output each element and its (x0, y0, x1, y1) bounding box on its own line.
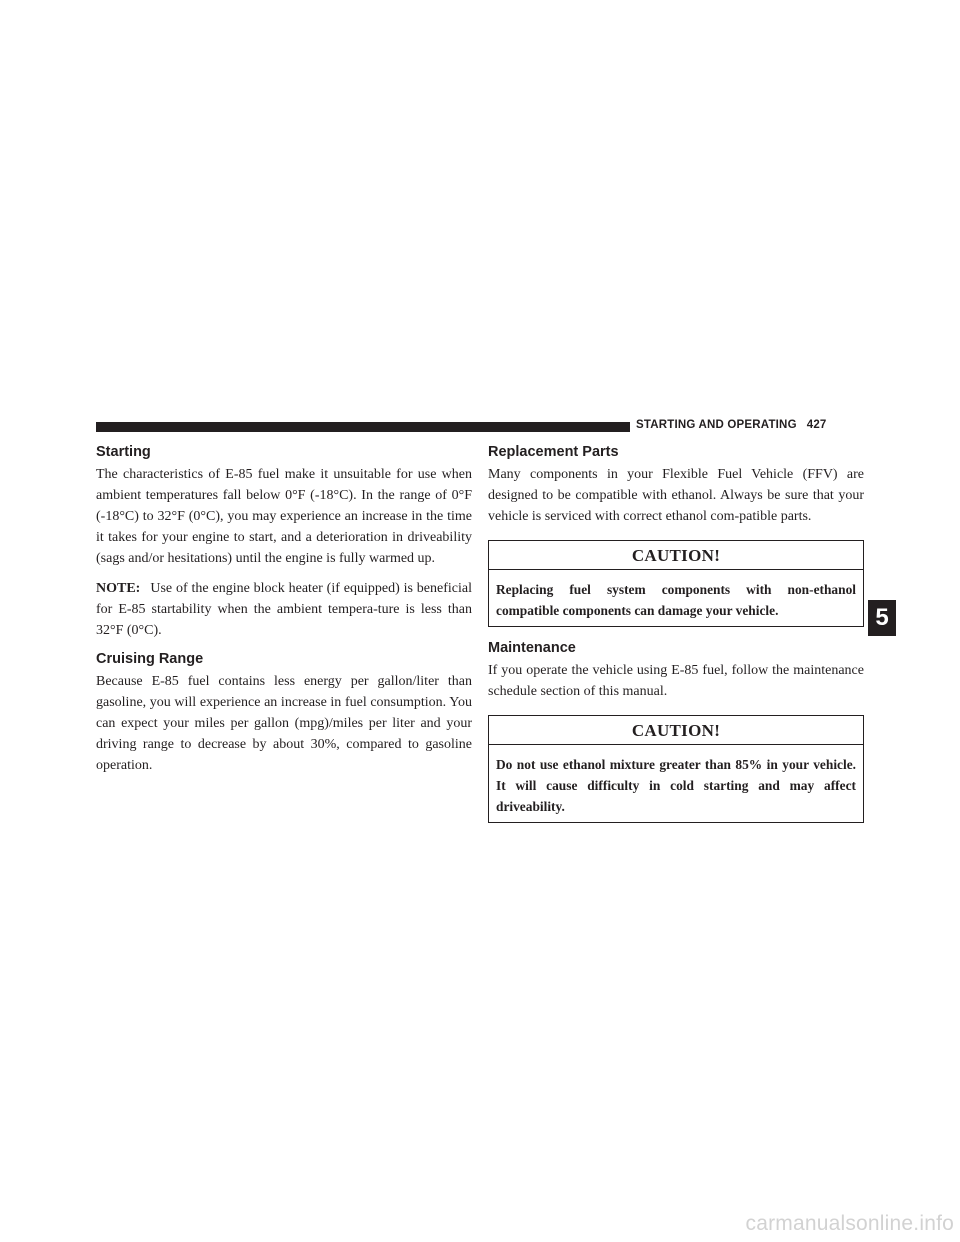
caution-title: CAUTION! (489, 541, 863, 570)
replacement-parts-paragraph: Many components in your Flexible Fuel Vehicle (FFV) are designed to be compatible with ethanol. Always be sure that your vehicle is serviced with correct ethanol com-patible parts. (488, 467, 864, 524)
caution-box-replacement (488, 540, 864, 627)
caution-text: Do not use ethanol mixture greater than 85% in your vehicle. It will cause difficulty in cold starting and may affect driveability. (496, 757, 856, 814)
starting-heading: Starting (96, 444, 151, 460)
running-header (636, 419, 827, 431)
section-title: STARTING AND OPERATING (636, 419, 797, 431)
starting-paragraph: The characteristics of E-85 fuel make it unsuitable for use when ambient temperatures fall below 0°F (-18°C). In the range of 0°F (-18°C) to 32°F (0°C), you may experience an increase in the time it takes for your engine to start, and a deterioration in driveability (sags and/or hesitations) until the engine is fully warmed up. (96, 467, 472, 566)
maintenance-section (488, 639, 864, 823)
note-text: Use of the engine block heater (if equipped) is beneficial for E-85 startability when the ambient tempera-ture is less than 32°F (0°C). (96, 581, 472, 638)
page-number: 427 (806, 419, 827, 431)
replacement-parts-heading: Replacement Parts (488, 444, 619, 460)
caution-title: CAUTION! (489, 716, 863, 745)
caution-box-maintenance (488, 715, 864, 823)
cruising-range-section (96, 650, 472, 776)
right-column (488, 443, 864, 835)
caution-text: Replacing fuel system components with non-ethanol compatible components can damage your vehicle. (496, 582, 856, 618)
watermark: carmanualsonline.info (745, 1212, 954, 1235)
replacement-parts-section (488, 443, 864, 627)
cruising-range-paragraph: Because E-85 fuel contains less energy per gallon/liter than gasoline, you will experience an increase in fuel consumption. You can expect your miles per gallon (mpg)/miles per liter and your driving range to decrease by about 30%, compared to gasoline operation. (96, 674, 472, 773)
note-paragraph (96, 578, 472, 641)
note-label: NOTE: (96, 581, 141, 596)
header-rule (96, 422, 630, 432)
maintenance-heading: Maintenance (488, 640, 576, 656)
maintenance-paragraph: If you operate the vehicle using E-85 fuel, follow the maintenance schedule section of this manual. (488, 663, 864, 699)
cruising-range-heading: Cruising Range (96, 651, 204, 667)
starting-section (96, 443, 472, 641)
chapter-tab: 5 (868, 600, 896, 636)
left-column (96, 443, 472, 785)
